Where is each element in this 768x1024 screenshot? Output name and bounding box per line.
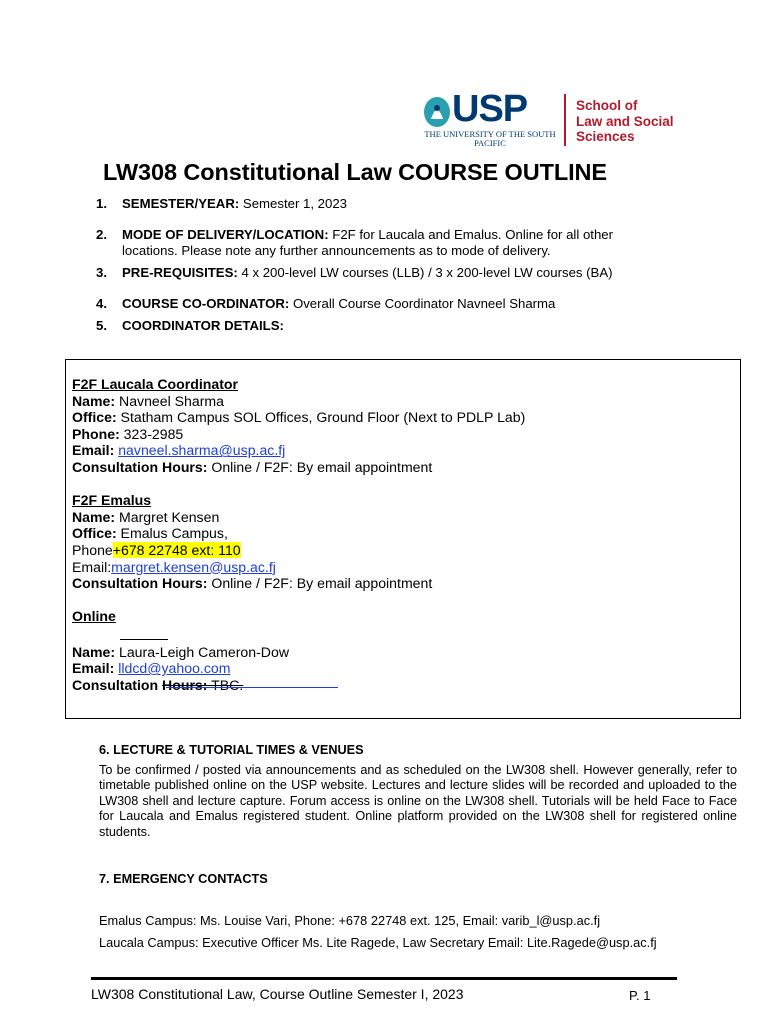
school-line-3: Sciences [576, 129, 635, 144]
field-label: Name: [72, 643, 116, 660]
field-label: Name: [72, 508, 116, 525]
field-label: Email: [72, 558, 112, 575]
section-lecture-times [99, 743, 737, 840]
emalus-office [72, 525, 712, 542]
emalus-name [72, 509, 712, 526]
online-hours [72, 677, 712, 694]
school-line-1: School of [576, 98, 638, 113]
laucala-heading: F2F Laucala Coordinator [72, 376, 239, 392]
list-text: F2F for Laucala and Emalus. Online for all other locations. Please note any further announcements as to mode of delivery. [122, 227, 614, 258]
online-underline [72, 625, 712, 644]
online-name [72, 644, 712, 661]
list-label: COORDINATOR DETAILS: [122, 318, 284, 333]
field-label: Phone: [72, 425, 120, 442]
usp-seal-icon [422, 95, 452, 129]
field-label: Phone [72, 541, 113, 558]
emergency-contact-laucala: Laucala Campus: Executive Officer Ms. Lite Ragede, Law Secretary Email: Lite.Ragede@usp.ac.fj [99, 935, 657, 950]
laucala-office [72, 409, 712, 426]
emalus-email-link[interactable]: margret.kensen@usp.ac.fj [111, 558, 276, 575]
online-email-link[interactable]: lldcd@yahoo.com [118, 660, 231, 677]
section-emergency-contacts [99, 872, 737, 886]
field-label: Consultation [72, 676, 163, 693]
laucala-email-link[interactable]: navneel.sharma@usp.ac.fj [118, 442, 286, 459]
field-label: Consultation Hours: [72, 458, 208, 475]
list-number: 3. [96, 265, 107, 280]
emalus-phone-highlight: +678 22748 ext: 110 [112, 541, 241, 558]
logo-divider [564, 94, 566, 146]
emergency-contact-emalus: Emalus Campus: Ms. Louise Vari, Phone: +678 22748 ext. 125, Email: varib_l@usp.ac.fj [99, 913, 601, 928]
list-number: 1. [96, 196, 107, 211]
online-heading: Online [72, 608, 116, 625]
document-title: LW308 Constitutional Law COURSE OUTLINE [103, 159, 607, 185]
section-6-heading: 6. LECTURE & TUTORIAL TIMES & VENUES [99, 743, 364, 757]
list-label: SEMESTER/YEAR: [122, 196, 240, 211]
list-text: Overall Course Coordinator Navneel Sharma [289, 296, 556, 311]
list-text: Semester 1, 2023 [239, 196, 348, 211]
field-label: Name: [72, 392, 116, 409]
footer-rule [91, 977, 677, 980]
list-label: MODE OF DELIVERY/LOCATION: [122, 227, 329, 242]
field-value: Margret Kensen [115, 508, 220, 525]
field-value: Statham Campus SOL Offices, Ground Floor (Next to PDLP Lab) [116, 409, 526, 426]
university-name: THE UNIVERSITY OF THE SOUTH PACIFIC [424, 129, 556, 148]
field-label: Consultation Hours: [72, 575, 208, 592]
laucala-hours [72, 459, 712, 476]
field-value: Online / F2F: By email appointment [207, 458, 433, 475]
footer-text: LW308 Constitutional Law, Course Outline Semester I, 2023 [91, 986, 464, 1002]
list-label: PRE-REQUISITES: [122, 265, 238, 280]
logo-usp-text: USP [452, 88, 528, 130]
section-7-heading: 7. EMERGENCY CONTACTS [99, 872, 268, 886]
list-text: 4 x 200-level LW courses (LLB) / 3 x 200-level LW courses (BA) [237, 265, 613, 280]
online-email [72, 660, 712, 677]
emalus-heading: F2F Emalus [72, 492, 152, 509]
field-value: TBC. [207, 676, 244, 693]
emalus-email [72, 559, 712, 576]
field-value: Navneel Sharma [115, 392, 224, 409]
field-label: Office: [72, 525, 117, 542]
field-value: Emalus Campus, [116, 525, 228, 542]
list-number: 2. [96, 227, 107, 242]
field-label: Email: [72, 442, 115, 459]
field-label: Email: [72, 660, 115, 677]
emalus-phone [72, 542, 712, 559]
list-label: COURSE CO-ORDINATOR: [122, 296, 290, 311]
strike-through-line [166, 687, 338, 688]
section-6-text: To be confirmed / posted via announcements and as scheduled on the LW308 shell. However generally, refer to timetable published online on the USP website. Lectures and lecture slides will be recorded and uploaded to the LW308 shell and lecture capture. Forum access is online on the LW308 shell. Tutorials will be held Face to Face for Laucala and Emalus registered student. Online platform provided on the LW308 shell for registered online students. [99, 763, 737, 839]
list-number: 5. [96, 318, 107, 333]
field-value: Laura-Leigh Cameron-Dow [115, 643, 290, 660]
field-label-struck: Hours: [162, 676, 208, 693]
field-value: 323-2985 [119, 425, 184, 442]
laucala-phone [72, 426, 712, 443]
page-number: P. 1 [629, 988, 651, 1003]
school-line-2: Law and Social [576, 113, 674, 129]
list-number: 4. [96, 296, 107, 311]
field-value: Online / F2F: By email appointment [207, 575, 433, 592]
emalus-hours [72, 575, 712, 592]
laucala-email [72, 442, 712, 459]
school-name [576, 98, 716, 145]
usp-logo [422, 88, 722, 148]
field-label: Office: [72, 409, 117, 426]
coordinator-details-box [65, 359, 741, 719]
laucala-name [72, 393, 712, 410]
